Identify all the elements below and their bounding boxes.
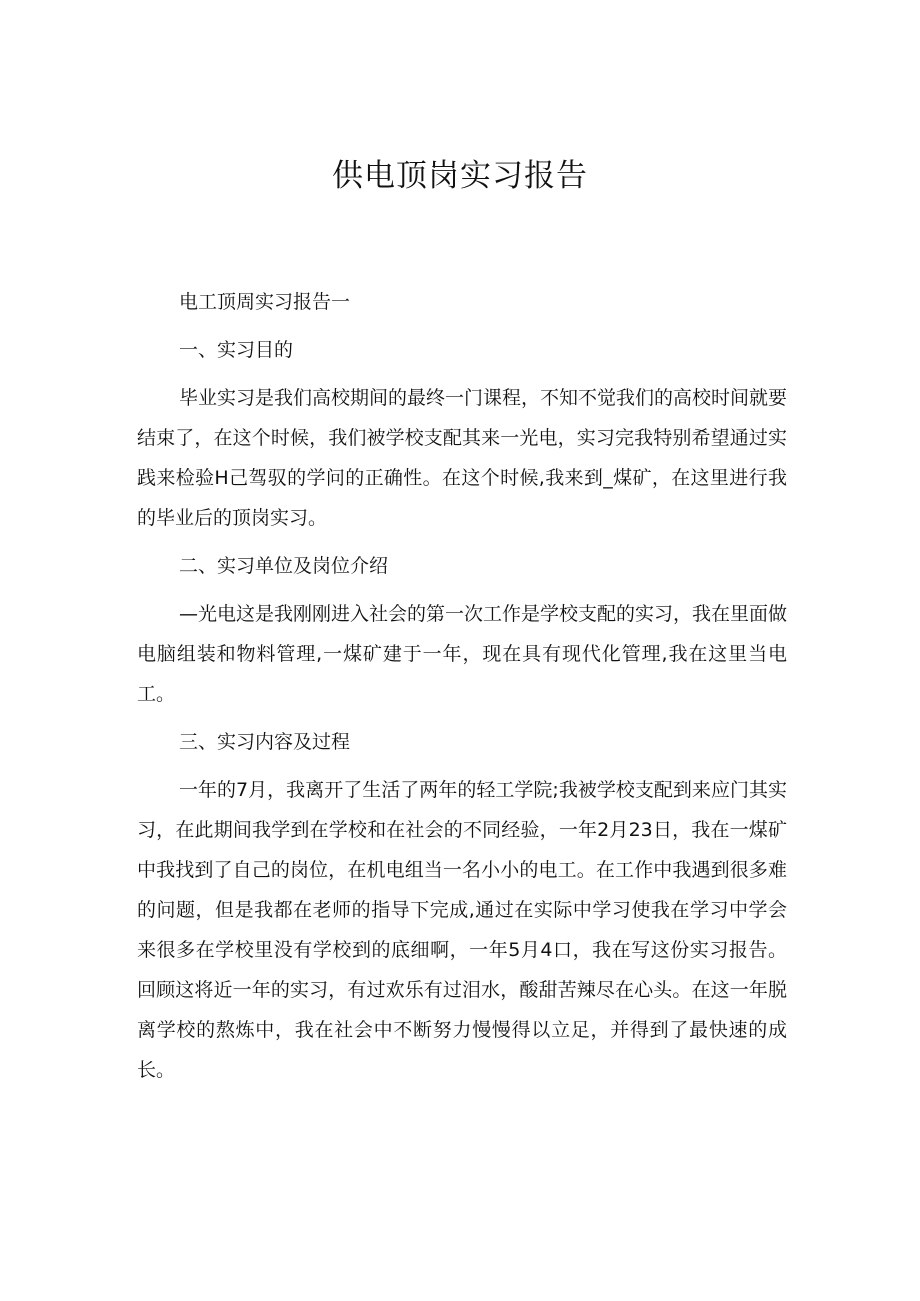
section-heading-content: 三、实习内容及过程: [179, 731, 351, 753]
paragraph-purpose: 毕业实习是我们高校期间的最终一门课程，不知不觉我们的高校时间就要结束了，在这个时候，我们被学校支配其来一光电，实习完我特别希望通过实践来检验H己驾驭的学问的正确性。在这个时候,我来到_煤矿，在这里进行我的毕业后的顶岗实习。: [137, 387, 788, 529]
document-title: 供电顶岗实习报告: [332, 158, 588, 194]
paragraph-unit: —光电这是我刚刚进入社会的第一次工作是学校支配的实习，我在里面做电脑组装和物料管理,一煤矿建于一年，现在具有现代化管理,我在这里当电工。: [137, 603, 788, 705]
report-subtitle: 电工顶周实习报告一: [179, 291, 351, 313]
section-heading-unit: 二、实习单位及岗位介绍: [179, 555, 389, 577]
section-heading-purpose: 一、实习目的: [179, 339, 294, 361]
document-body: [137, 282, 787, 1098]
paragraph-content: 一年的7月，我离开了生活了两年的轻工学院;我被学校支配到来应门其实习，在此期间我学到在学校和在社会的不同经验，一年2月23日，我在一煤矿中我找到了自己的岗位，在机电组当一名小小的电工。在工作中我遇到很多难的问题，但是我都在老师的指导下完成,通过在实际中学习使我在学习中学会来很多在学校里没有学校到的底细啊，一年5月4口，我在写这份实习报告。回顾这将近一年的实习，有过欢乐有过泪水，酸甜苦辣尽在心头。在这一年脱离学校的熬炼中，我在社会中不断努力慢慢得以立足，并得到了最快速的成长。: [137, 779, 787, 1081]
